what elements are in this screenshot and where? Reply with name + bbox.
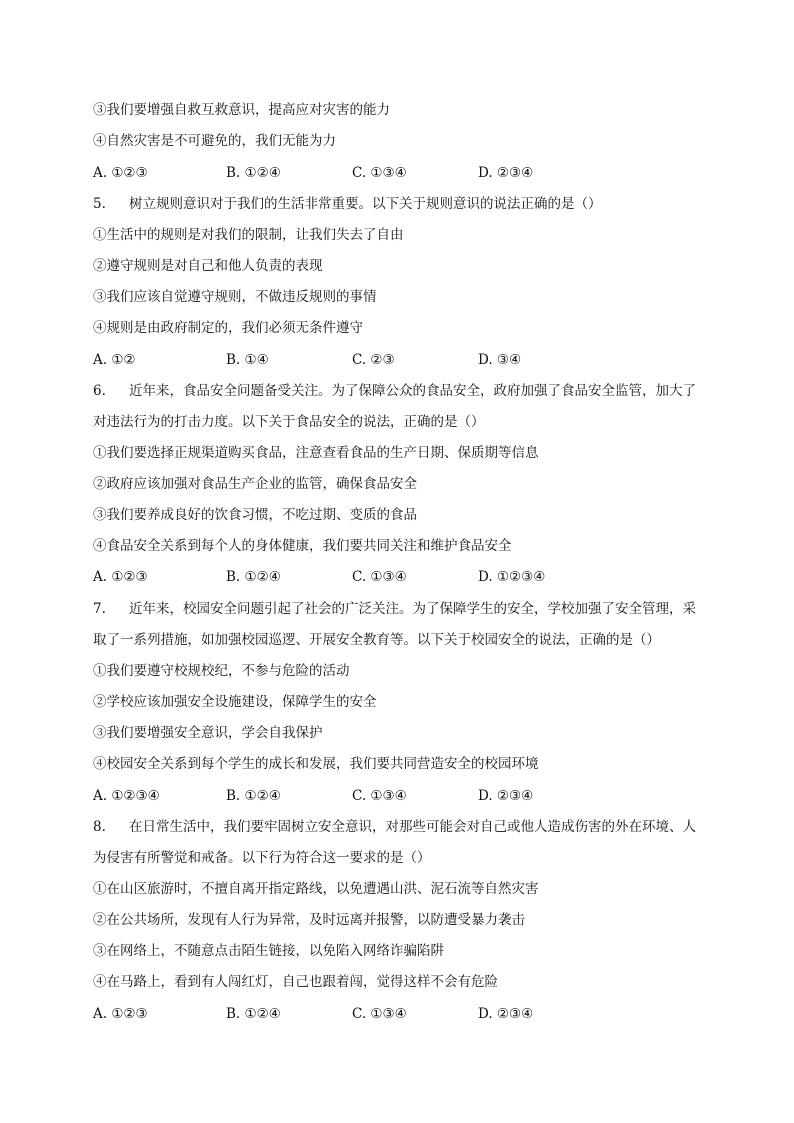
q5-options bbox=[93, 351, 723, 369]
q7-stem-line-1: 近年来，校园安全问题引起了社会的广泛关注。为了保障学生的安全，学校加强了安全管理，采 bbox=[129, 601, 696, 617]
q4-option-a[interactable]: A. ①②③ bbox=[93, 165, 148, 181]
q5-option-d[interactable]: D. ③④ bbox=[478, 352, 522, 368]
q4-options bbox=[93, 164, 723, 182]
q8-item-4: ④在马路上，看到有人闯红灯，自己也跟着闯，觉得这样不会有危险 bbox=[93, 974, 498, 990]
q8-stem-line-1: 在日常生活中，我们要牢固树立安全意识，对那些可能会对自己或他人造成伤害的外在环境、人 bbox=[129, 819, 696, 835]
q7-item-2: ②学校应该加强安全设施建设，保障学生的安全 bbox=[93, 694, 377, 710]
q7-option-d[interactable]: D. ②③④ bbox=[478, 788, 534, 804]
q6-item-3: ③我们要养成良好的饮食习惯，不吃过期、变质的食品 bbox=[93, 507, 417, 523]
q6-item-1: ①我们要选择正规渠道购买食品，注意查看食品的生产日期、保质期等信息 bbox=[93, 445, 539, 461]
q5-option-b[interactable]: B. ①④ bbox=[226, 352, 269, 368]
q6-stem bbox=[93, 382, 723, 400]
q7-stem-line-2: 取了一系列措施，如加强校园巡逻、开展安全教育等。以下关于校园安全的说法，正确的是（） bbox=[93, 632, 660, 648]
q5-number: 5. bbox=[93, 196, 106, 212]
q8-option-d[interactable]: D. ②③④ bbox=[478, 1006, 534, 1022]
q7-item-4: ④校园安全关系到每个学生的成长和发展，我们要共同营造安全的校园环境 bbox=[93, 756, 539, 772]
q7-number: 7. bbox=[93, 601, 106, 617]
q8-item-3: ③在网络上，不随意点击陌生链接，以免陷入网络诈骗陷阱 bbox=[93, 943, 444, 959]
q6-options bbox=[93, 568, 723, 586]
q8-option-a[interactable]: A. ①②③ bbox=[93, 1006, 148, 1022]
q5-option-a[interactable]: A. ①② bbox=[93, 352, 136, 368]
q8-item-1: ①在山区旅游时，不擅自离开指定路线，以免遭遇山洪、泥石流等自然灾害 bbox=[93, 881, 539, 897]
q7-option-b[interactable]: B. ①②④ bbox=[226, 788, 281, 804]
q4-option-c[interactable]: C. ①③④ bbox=[352, 165, 407, 181]
q5-item-1: ①生活中的规则是对我们的限制，让我们失去了自由 bbox=[93, 227, 404, 243]
q4-option-d[interactable]: D. ②③④ bbox=[478, 165, 534, 181]
q6-option-a[interactable]: A. ①②③ bbox=[93, 569, 148, 585]
q6-option-b[interactable]: B. ①②④ bbox=[226, 569, 281, 585]
q4-item-4: ④自然灾害是不可避免的，我们无能为力 bbox=[93, 133, 336, 149]
q5-item-3: ③我们应该自觉遵守规则，不做违反规则的事情 bbox=[93, 289, 377, 305]
q8-option-b[interactable]: B. ①②④ bbox=[226, 1006, 281, 1022]
q4-option-b[interactable]: B. ①②④ bbox=[226, 165, 281, 181]
q6-option-c[interactable]: C. ①③④ bbox=[352, 569, 407, 585]
q4-item-3: ③我们要增强自救互救意识，提高应对灾害的能力 bbox=[93, 102, 390, 118]
q7-option-c[interactable]: C. ①③④ bbox=[352, 788, 407, 804]
q7-item-3: ③我们要增强安全意识，学会自我保护 bbox=[93, 725, 323, 741]
q6-number: 6. bbox=[93, 383, 106, 399]
q5-item-2: ②遵守规则是对自己和他人负责的表现 bbox=[93, 258, 323, 274]
q8-number: 8. bbox=[93, 819, 106, 835]
q5-option-c[interactable]: C. ②③ bbox=[352, 352, 395, 368]
q7-option-a[interactable]: A. ①②③④ bbox=[93, 788, 160, 804]
q6-item-2: ②政府应该加强对食品生产企业的监管，确保食品安全 bbox=[93, 476, 417, 492]
q6-stem-line-1: 近年来，食品安全问题备受关注。为了保障公众的食品安全，政府加强了食品安全监管，加大了 bbox=[129, 383, 696, 399]
q6-item-4: ④食品安全关系到每个人的身体健康，我们要共同关注和维护食品安全 bbox=[93, 538, 512, 554]
q5-item-4: ④规则是由政府制定的，我们必须无条件遵守 bbox=[93, 320, 363, 336]
q7-stem bbox=[93, 600, 723, 618]
q7-item-1: ①我们要遵守校规校纪，不参与危险的活动 bbox=[93, 663, 350, 679]
q5-stem bbox=[93, 195, 723, 213]
q6-stem-line-2: 对违法行为的打击力度。以下关于食品安全的说法，正确的是（） bbox=[93, 414, 485, 430]
q6-option-d[interactable]: D. ①②③④ bbox=[478, 569, 546, 585]
q8-options bbox=[93, 1005, 723, 1023]
q8-option-c[interactable]: C. ①③④ bbox=[352, 1006, 407, 1022]
q5-stem-line-1: 树立规则意识对于我们的生活非常重要。以下关于规则意识的说法正确的是（） bbox=[129, 196, 602, 212]
q8-stem-line-2: 为侵害有所警觉和戒备。以下行为符合这一要求的是（） bbox=[93, 850, 431, 866]
q8-stem bbox=[93, 818, 723, 836]
q7-options bbox=[93, 787, 723, 805]
q8-item-2: ②在公共场所，发现有人行为异常，及时远离并报警，以防遭受暴力袭击 bbox=[93, 912, 525, 928]
